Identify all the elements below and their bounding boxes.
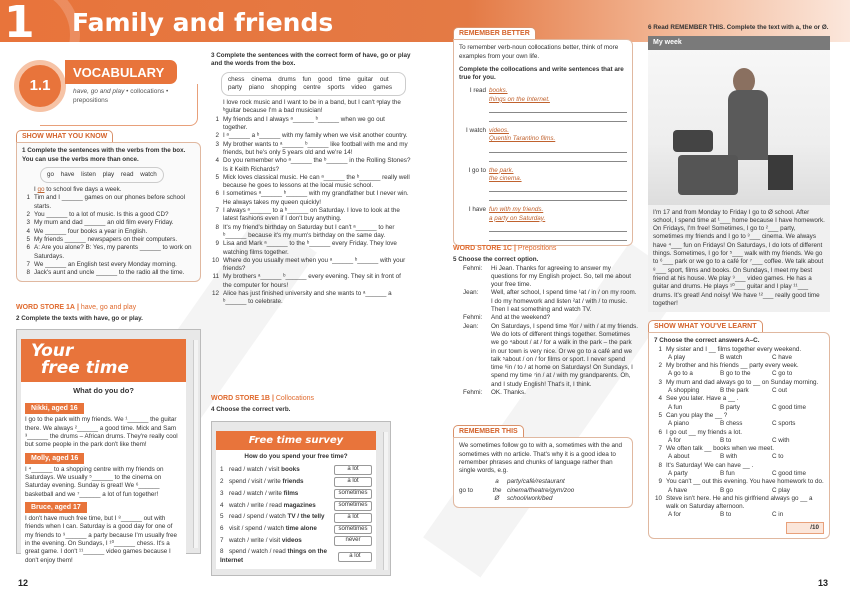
example-1: fun with my friends. (489, 206, 544, 214)
item-text: My mum and dad ______ an old film every Friday. (34, 219, 174, 227)
exercise-item (211, 257, 411, 274)
quiz-question: 8 It's Saturday! We can have __ . (658, 461, 754, 469)
write-line[interactable] (489, 144, 627, 153)
item-text: We ______ four books a year in English. (34, 227, 148, 235)
item-number: 8 (215, 223, 219, 231)
item-number: 11 (212, 273, 219, 281)
vocabulary-label: VOCABULARY (65, 60, 177, 84)
option-b[interactable]: B go (720, 486, 733, 494)
verb-label: I watch (466, 127, 486, 135)
exercise-item (22, 244, 195, 261)
item-text: I ᵃ______ a ᵇ______ with my family when we visit another country. (223, 132, 408, 140)
survey-row (220, 500, 372, 512)
question: What do you do? (73, 386, 134, 396)
dialogue-text: Hi Jean. Thanks for agreeing to answer my questions for my English project. So, tell me about your free time. (491, 264, 632, 289)
option-c[interactable]: C sports (772, 420, 796, 428)
option-c[interactable]: C good time (772, 403, 806, 411)
item-number: 7 (26, 260, 30, 268)
collocation-row (459, 127, 627, 162)
item-text: My friends and I always ᵃ______ ᵇ______ when we go out together. (223, 115, 385, 132)
exercise-item (211, 273, 411, 290)
vocab-subtitle (73, 88, 193, 105)
exercise-item (211, 132, 411, 140)
item-number: 6 (26, 244, 30, 252)
exercise-item (211, 157, 411, 174)
dialogue-line (463, 314, 638, 322)
option-a[interactable]: A for (668, 511, 681, 519)
exercise-instruction: 5 Choose the correct option. (453, 256, 539, 264)
exercise-3 (211, 52, 411, 307)
answer-pill[interactable]: sometimes (334, 525, 372, 535)
item-number: 9 (215, 240, 219, 248)
exercise-items (211, 116, 411, 307)
item-number: 4 (215, 157, 219, 165)
survey-item: 3 read / watch / write films (220, 489, 299, 497)
exercise-item (211, 116, 411, 133)
unit-title: Family and friends (72, 8, 334, 37)
noun: things on the Internet (220, 548, 327, 564)
word-store-heading: WORD STORE 1B | Collocations (211, 395, 314, 402)
word-store-1a (16, 297, 201, 564)
person-name-tag: Bruce, aged 17 (25, 502, 87, 513)
swyl-box (648, 332, 830, 539)
noun: videos (281, 537, 302, 545)
verb-options[interactable]: spend / visit / write (229, 477, 283, 485)
answer-options (654, 470, 824, 478)
item-number: 5 (215, 173, 219, 181)
write-line[interactable] (489, 223, 627, 232)
exercise-item (211, 207, 411, 224)
verb-options[interactable]: read / watch / write (229, 489, 284, 497)
person-text: I don't have much free time, but I ⁸______ out with friends when I can. Saturday is a good day for one of my friends to ⁹______ a party because I'm usually free in the evening. On Sundays, I ¹⁰______ chess. It's a great game. I don't ¹¹______ video games because I don't enjoy them! (25, 515, 177, 564)
collocation-row (459, 206, 627, 241)
option-c[interactable]: C go to (772, 370, 793, 378)
quiz-question: 9 You can't __ out this evening. You have homework to do. (658, 478, 824, 486)
write-line[interactable] (489, 192, 627, 201)
example-1: the park. (489, 166, 514, 174)
article: the (492, 486, 502, 494)
item-number: 1 (215, 115, 219, 123)
item-number: 2 (215, 132, 219, 140)
verb-options[interactable]: read / spend / watch (229, 513, 288, 521)
survey-item: 2 spend / visit / write friends (220, 477, 304, 485)
verb-options[interactable]: watch / write / visit (229, 537, 282, 545)
example-2: things on the Internet. (489, 95, 550, 103)
survey-row (220, 535, 372, 547)
example-answer: go (37, 186, 45, 194)
exercise-item (22, 269, 195, 277)
exercise-instruction: 3 Complete the sentences with the correct form of have, go or play and the words from the box. (211, 52, 411, 68)
item-text: Tim and I ______ games on our phones before school starts. (34, 194, 185, 210)
option-c[interactable]: C play (772, 486, 790, 494)
exercise-item (211, 141, 411, 158)
section-tag: REMEMBER THIS (453, 425, 524, 437)
nouns: party/café/restaurant (507, 478, 565, 486)
quiz-question: 3 My mum and dad always go to __ on Sunday morning. (658, 378, 819, 386)
item-text: Alice has just finished university and she wants to ᵃ______ a ᵇ______ to celebrate. (223, 290, 392, 306)
dialogue-line (463, 389, 638, 397)
quiz-question: 5 Can you play the __ ? (658, 411, 728, 419)
page-number-left: 12 (18, 578, 29, 588)
noun: friends (282, 477, 304, 485)
option-b[interactable]: B the park (720, 387, 749, 395)
dialogue-line (463, 323, 638, 389)
answer-pill[interactable]: sometimes (334, 489, 372, 499)
item-number: 4 (26, 227, 30, 235)
verb-options[interactable]: visit / spend / watch (229, 525, 286, 533)
my-week-text: I'm 17 and from Monday to Friday I go to Ø school. After school, I spend time at ¹___ home because I have homework. On Fridays, I'm free! Sometimes, I go to ²___ party, sometimes my friends and I go to ³___ cinema. We always have ⁴___ fun on Fridays! On Saturdays, I do lots of different things. Sometimes, I go for ⁵___ walk with my friends. We go to ⁶___ park or we go to a café for ⁷___ coffee. We talk about ⁸___ sport, films and books. On Sundays, I meet my best friend at his house. We play ⁹___ video games. He has a guitar and drums. He plays ¹⁰___ guitar and I play ¹¹___ drums. It's great! And noisy! We have ¹²___ really good time together! (653, 208, 825, 307)
option-c[interactable]: C have (772, 353, 792, 361)
vocab-subtitle-italic: have, go and play (73, 88, 125, 95)
dialogue (453, 265, 638, 398)
exercise-instruction: 1 Complete the sentences with the verbs from the box. You can use the verbs more than once. (22, 147, 186, 163)
dialogue-text: Well, after school, I spend time ¹at / in / on my room. I do my homework and listen ²at / with / to music. Then I eat something and watch TV. (491, 289, 637, 314)
speaker: Jean: (463, 289, 479, 297)
article-table (459, 478, 627, 503)
quiz-question: 6 I go out __ my friends a lot. (658, 428, 742, 436)
noun: TV / the telly (287, 513, 325, 521)
survey-row (220, 476, 372, 488)
option-b[interactable]: B fun (720, 469, 735, 477)
survey-row (220, 464, 372, 476)
word-store-heading: WORD STORE 1C | Prepositions (453, 245, 557, 252)
score-box: /10 (786, 522, 824, 534)
photo-bass-drum (678, 155, 738, 195)
item-number: 1 (26, 194, 30, 202)
exercise-instruction: 7 Choose the correct answers A–C. (654, 337, 760, 345)
answer-pill[interactable]: a lot (334, 513, 372, 523)
noun: magazines (283, 501, 316, 509)
option-a[interactable]: A about (668, 453, 690, 461)
example-sentence: I love rock music and I want to be in a band, but I can't ᵃplay the ᵇguitar because I'm a bad musician! (223, 99, 401, 115)
article-row (487, 495, 574, 503)
article-row (487, 487, 574, 495)
item-number: 3 (215, 140, 219, 148)
item-text: It's my friend's birthday on Saturday but I can't ᵃ______ to her ᵇ______ because it's my mum's birthday on the same day. (223, 223, 395, 239)
example-1: books. (489, 87, 508, 95)
collocation-rows (459, 87, 627, 240)
exercise-instruction: 4 Choose the correct verb. (211, 406, 291, 414)
item-text: We ______ an English test every Monday morning. (34, 260, 177, 268)
remember-this-text: We sometimes follow go to with a, sometimes with the and sometimes with no article. That's why it is a good idea to remember phrases and chunks of language rather than single words, e.g. (459, 442, 622, 475)
go-to-label: go to (459, 486, 474, 494)
option-b[interactable]: B chess (720, 420, 743, 428)
item-number: 5 (26, 235, 30, 243)
photo-amp (768, 155, 793, 190)
answer-options (654, 370, 824, 378)
examples (489, 87, 627, 122)
answer-pill[interactable]: sometimes (334, 501, 372, 511)
quiz-question: 7 We often talk __ books when we meet. (658, 445, 775, 453)
answer-options (654, 354, 824, 362)
show-what-youve-learnt (648, 320, 830, 539)
article: Ø (494, 495, 500, 503)
exercise-item (211, 174, 411, 191)
intro-text: To remember verb-noun collocations better, think of more examples from your own life. (459, 44, 619, 60)
remember-this (453, 425, 633, 508)
exercise-item (211, 290, 411, 307)
article-row (487, 478, 574, 486)
exercise-instruction: 6 Read REMEMBER THIS. Complete the text with a, the or Ø. (648, 24, 829, 31)
verb-label: I go to (468, 166, 486, 174)
answer-options (654, 453, 824, 461)
quiz-items (654, 346, 824, 520)
exercise-item (22, 194, 195, 211)
quiz-question: 10 Steve isn't here. He and his girlfriend always go __ a walk on Saturday afternoon. (654, 494, 813, 511)
noun: films (283, 489, 299, 497)
survey-item: 8 spend / watch / read things on the Internet (220, 548, 327, 564)
unit-number: 1 (4, 0, 35, 48)
item-text: Do you remember who ᵃ______ the ᵇ______ in the Rolling Stones? Is it Keith Richards? (223, 157, 411, 173)
verb-options[interactable]: read / watch / visit (229, 465, 282, 473)
option-a[interactable]: A play (668, 353, 686, 361)
write-line[interactable] (489, 104, 627, 113)
speaker: Jean: (463, 322, 479, 330)
answer-options (654, 420, 824, 428)
item-text: Mick loves classical music. He can ᵃ______ the ᵇ______ really well because he goes to lessons at the local music school. (223, 173, 410, 190)
item-text: My brother wants to ᵃ______ ᵇ______ like football with me and my friends, but he's only 5 years old and we're 14! (223, 140, 408, 156)
noun: time alone (285, 525, 317, 533)
example-sentence: I go to school five days a week. (34, 186, 122, 194)
verb-label: I have (468, 206, 486, 214)
person-text: I ⁴______ to a shopping centre with my friends on Saturdays. We usually ⁵______ to the cinema on Saturday evening. Sunday is great! We ⁶______ basketball and we ⁷______ a lot of fun together! (25, 465, 164, 498)
exercise-items (22, 194, 195, 277)
answer-options (654, 437, 824, 445)
example-2: the cinema. (489, 174, 522, 182)
option-c[interactable]: C with (772, 436, 790, 444)
show-what-you-know (16, 130, 201, 282)
write-line[interactable] (489, 113, 627, 122)
dialogue-text: OK. Thanks. (491, 388, 526, 396)
item-text: You ______ to a lot of music. Is this a good CD? (34, 211, 169, 219)
exercise-instruction: 2 Complete the texts with have, go or play. (16, 315, 143, 323)
exercise-item (22, 211, 195, 219)
exercise-6 (648, 24, 830, 312)
item-text: A: Are you alone? B: Yes, my parents ______ to work on Saturdays. (34, 244, 192, 260)
exercise-item (211, 224, 411, 241)
survey-item: 1 read / watch / visit books (220, 465, 300, 473)
remember-this-box (453, 437, 633, 508)
free-time-title: Your free time (21, 339, 186, 383)
lesson-badge: 1.1 (14, 60, 66, 112)
collocation-row (459, 87, 627, 122)
speaker: Fehmi: (463, 314, 483, 322)
item-number: 10 (211, 256, 219, 264)
option-b[interactable]: B go to the (720, 370, 751, 378)
quiz-question: 1 My sister and I __ films together every weekend. (658, 345, 802, 353)
option-b[interactable]: B to (720, 511, 732, 519)
option-c[interactable]: C out (772, 387, 788, 395)
survey-row (220, 488, 372, 500)
item-number: 6 (215, 190, 219, 198)
panel-title: My week (648, 36, 830, 49)
answer-options (654, 487, 824, 495)
item-text: Lisa and Mark ᵃ______ to the ᵇ______ every Friday. They love watching films together. (223, 240, 397, 256)
write-line[interactable] (489, 183, 627, 192)
item-text: My friends ______ newspapers on their computers. (34, 235, 178, 243)
speaker: Fehmi: (463, 264, 483, 272)
survey-item: 5 read / spend / watch TV / the telly (220, 513, 325, 521)
exercise-item (22, 261, 195, 269)
people-list (21, 400, 186, 569)
option-b[interactable]: B to (720, 436, 732, 444)
example-2: a party on Saturday. (489, 214, 546, 222)
item-text: I sometimes ᵃ______ ᵇ______ with my grandfather but I never win. He always takes my queen quickly! (223, 190, 409, 206)
item-text: My brothers ᵃ______ ᵇ______ every evening. They sit in front of the computer for hours! (223, 273, 401, 289)
option-b[interactable]: B watch (720, 353, 743, 361)
option-a[interactable]: A for (668, 436, 681, 444)
survey-row (220, 512, 372, 524)
write-line[interactable] (489, 153, 627, 162)
exercise-item (211, 240, 411, 257)
survey-item: 6 visit / spend / watch time alone (220, 525, 317, 533)
item-number: 12 (211, 290, 219, 298)
example-2: Quentin Tarantino films. (489, 135, 556, 143)
dialogue-line (463, 265, 638, 290)
remember-better-box (453, 39, 633, 246)
answer-pill[interactable]: never (334, 536, 372, 546)
survey-item: 7 watch / write / visit videos (220, 537, 302, 545)
answer-options (654, 404, 824, 412)
remember-better (453, 27, 633, 246)
free-time-content (21, 339, 186, 569)
word-box: chess cinema drums fun good time guitar out party piano shopping centre sports video games (221, 72, 406, 97)
examples (489, 127, 627, 162)
person-name-tag: Molly, aged 16 (25, 453, 84, 464)
page-number-right: 13 (818, 578, 829, 588)
survey-title: Free time survey (216, 431, 376, 450)
survey-content (216, 431, 376, 569)
person-text: I go to the park with my friends. We ¹______ the guitar there. We always ²______ a good time. Mick and Sam ³______ the drums – African drums. They're really cool but some people in the park don't like them! (25, 416, 178, 449)
noun: books (281, 465, 300, 473)
dialogue-text: On Saturdays, I spend time ³for / with / at my friends. We do lots of different things together. Sometimes we go ⁴about / at / for a walk in the park – the park in our town is very nice. Or we go to a café and we talk ⁵about / on / for films or sport. I never spend time ⁶in / to / at home on Saturdays! On Sundays, I spend my time ⁷in / at / with my grandparents. Oh, and I study English! That's it, I think. (491, 322, 638, 388)
nouns: school/work/bed (507, 495, 553, 503)
survey-question: How do you spend your free time? (244, 452, 348, 460)
photo-body (728, 90, 768, 160)
exercise-item (22, 228, 195, 236)
quiz-question: 2 My brother and his friends __ party every week. (658, 362, 799, 370)
exercise-item (22, 219, 195, 227)
survey-row (220, 524, 372, 536)
option-c[interactable]: C in (772, 511, 784, 519)
answer-pill[interactable]: a lot (338, 552, 372, 562)
free-time-window (16, 329, 201, 564)
survey-row (220, 547, 372, 566)
exercise-instruction: Complete the collocations and write sentences that are true for you. (459, 65, 624, 82)
swyk-box (16, 142, 201, 282)
option-a[interactable]: A piano (668, 420, 690, 428)
verb-label: I read (469, 87, 486, 95)
quiz-question: 4 See you later. Have a __ . (658, 395, 739, 403)
section-tag: REMEMBER BETTER (453, 27, 536, 39)
option-a[interactable]: A party (668, 469, 688, 477)
option-a[interactable]: A shopping (668, 387, 700, 395)
option-a[interactable]: A fun (668, 403, 683, 411)
item-number: 3 (26, 219, 30, 227)
example-1: videos. (489, 127, 509, 135)
dialogue-line (463, 289, 638, 314)
section-tag: SHOW WHAT YOU'VE LEARNT (648, 320, 763, 332)
word-store-heading: WORD STORE 1A | have, go and play (16, 304, 137, 311)
article-rows (487, 478, 574, 503)
verb-options[interactable]: watch / write / read (229, 501, 284, 509)
examples (489, 206, 627, 241)
answer-pill[interactable]: a lot (334, 477, 372, 487)
option-a[interactable]: A have (668, 486, 688, 494)
option-b[interactable]: B party (720, 403, 740, 411)
section-tag: SHOW WHAT YOU KNOW (16, 130, 113, 142)
speaker: Fehmi: (463, 388, 483, 396)
answer-pill[interactable]: a lot (334, 465, 372, 475)
verb-options[interactable]: spend / watch / read (229, 548, 288, 556)
option-b[interactable]: B with (720, 453, 738, 461)
person-name-tag: Nikki, aged 16 (25, 403, 84, 414)
item-text: Jack's aunt and uncle ______ to the radio all the time. (34, 269, 185, 277)
item-text: Where do you usually meet when you ᵃ______ ᵇ______ with your friends? (223, 256, 406, 273)
collocation-row (459, 167, 627, 202)
survey-window (211, 421, 391, 576)
article: a (495, 478, 499, 486)
dialogue-text: And at the weekend? (491, 314, 551, 322)
item-number: 2 (26, 211, 30, 219)
scrollbar[interactable] (383, 432, 388, 570)
item-number: 7 (215, 207, 219, 215)
examples (489, 167, 627, 202)
option-c[interactable]: C to (772, 453, 784, 461)
word-store-1b (211, 388, 411, 576)
nouns: cinema/theatre/gym/zoo (507, 486, 575, 494)
option-a[interactable]: A go to a (668, 370, 693, 378)
option-c[interactable]: C good time (772, 469, 806, 477)
survey-rows (216, 464, 376, 569)
answer-options (654, 511, 824, 519)
survey-item: 4 watch / write / read magazines (220, 501, 316, 509)
vocab-subtitle-rest: • collocations • prepositions (73, 88, 169, 104)
answer-options (654, 387, 824, 395)
word-box: go have listen play read watch (40, 167, 164, 183)
item-number: 8 (26, 269, 30, 277)
my-week-panel (648, 36, 830, 312)
word-store-1c (453, 238, 638, 397)
drummer-photo (648, 50, 830, 205)
exercise-item (211, 190, 411, 207)
exercise-item (22, 236, 195, 244)
item-text: I always ᵃ______ to a ᵇ______ on Saturday. I love to look at the latest fashions even if I don't buy anything. (223, 207, 400, 223)
scrollbar[interactable] (193, 340, 198, 548)
photo-drum (673, 130, 713, 152)
